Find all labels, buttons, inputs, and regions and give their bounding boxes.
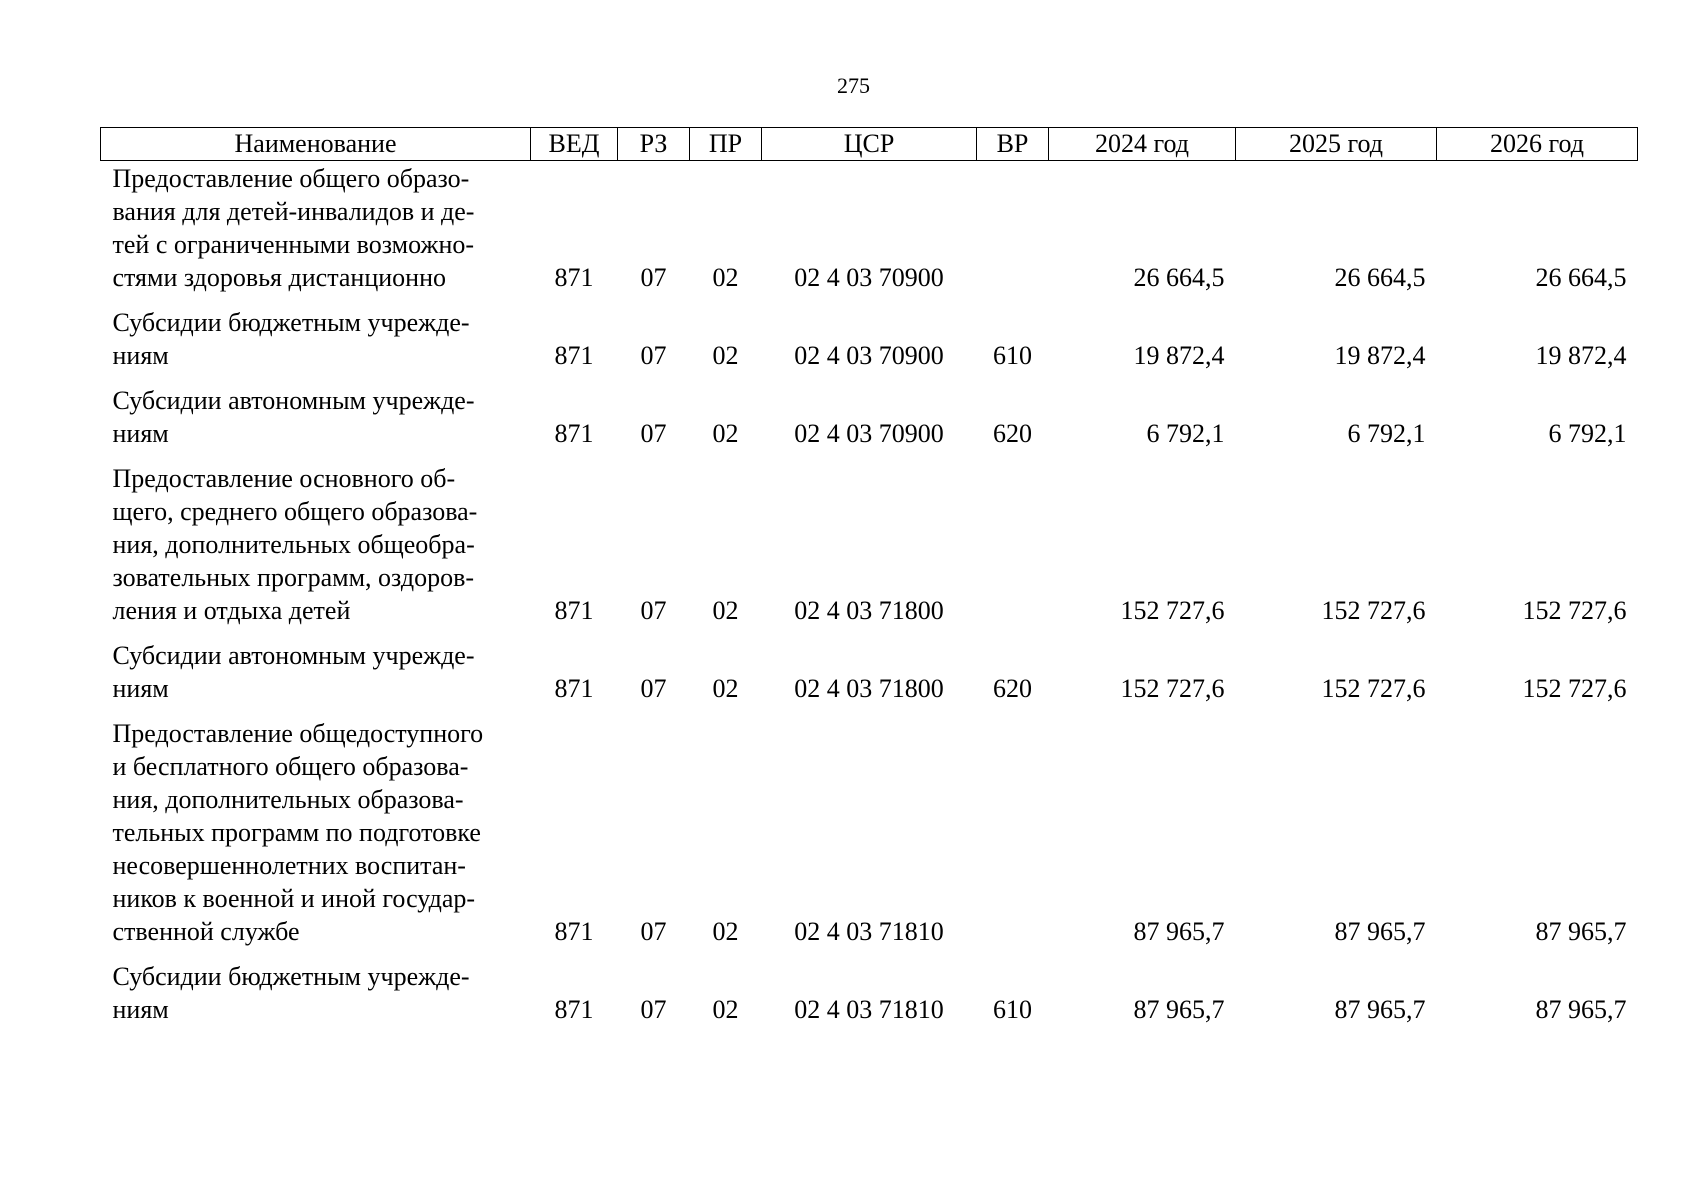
cell-csr: 02 4 03 71810 bbox=[794, 917, 944, 946]
header-csr: ЦСР bbox=[762, 128, 977, 161]
name-line: ниям bbox=[112, 995, 169, 1024]
cell-rz: 07 bbox=[640, 263, 667, 292]
cell-ved: 871 bbox=[554, 674, 594, 703]
name-line: ниям bbox=[112, 341, 169, 370]
name-line: Субсидии автономным учрежде- bbox=[112, 641, 475, 670]
header-2024: 2024 год bbox=[1049, 128, 1236, 161]
cell-ved: 871 bbox=[554, 419, 594, 448]
cell-vr: 620 bbox=[993, 674, 1032, 703]
cell-vr: 620 bbox=[993, 419, 1032, 448]
cell-2025: 152 727,6 bbox=[1321, 674, 1426, 703]
cell-2025: 19 872,4 bbox=[1334, 341, 1426, 370]
name-line: ления и отдыха детей bbox=[112, 596, 351, 625]
cell-csr: 02 4 03 71800 bbox=[794, 674, 944, 703]
cell-name bbox=[101, 948, 531, 1026]
name-line: ников к военной и иной государ- bbox=[112, 884, 476, 913]
name-line: ственной службе bbox=[112, 917, 300, 946]
cell-ved: 871 bbox=[554, 917, 594, 946]
cell-2025: 87 965,7 bbox=[1334, 995, 1426, 1024]
table-header bbox=[101, 128, 1638, 161]
name-line: Предоставление общедоступного bbox=[112, 719, 484, 748]
header-rz: РЗ bbox=[618, 128, 690, 161]
cell-2025: 26 664,5 bbox=[1334, 263, 1426, 292]
header-vr: ВР bbox=[977, 128, 1049, 161]
cell-2025: 6 792,1 bbox=[1347, 419, 1426, 448]
header-ved: ВЕД bbox=[531, 128, 618, 161]
table-row bbox=[101, 294, 1638, 372]
name-line: и бесплатного общего образова- bbox=[112, 752, 469, 781]
cell-2024: 87 965,7 bbox=[1133, 995, 1225, 1024]
cell-rz: 07 bbox=[640, 419, 667, 448]
cell-2024: 19 872,4 bbox=[1133, 341, 1225, 370]
cell-2025: 87 965,7 bbox=[1334, 917, 1426, 946]
header-2026: 2026 год bbox=[1437, 128, 1638, 161]
cell-2026: 87 965,7 bbox=[1535, 917, 1627, 946]
name-line: Субсидии автономным учрежде- bbox=[112, 386, 475, 415]
cell-vr bbox=[977, 161, 1049, 295]
cell-rz: 07 bbox=[640, 674, 667, 703]
cell-name bbox=[101, 450, 531, 627]
name-line: тей с ограниченными возможно- bbox=[112, 230, 475, 259]
cell-name bbox=[101, 294, 531, 372]
name-line: ния, дополнительных общеобра- bbox=[112, 530, 475, 559]
cell-2024: 152 727,6 bbox=[1120, 596, 1225, 625]
header-row bbox=[101, 128, 1638, 161]
cell-pr: 02 bbox=[712, 596, 739, 625]
cell-pr: 02 bbox=[712, 341, 739, 370]
cell-name bbox=[101, 161, 531, 295]
name-line: Предоставление общего образо- bbox=[112, 164, 470, 193]
cell-pr: 02 bbox=[712, 419, 739, 448]
table-row bbox=[101, 948, 1638, 1026]
cell-rz: 07 bbox=[640, 341, 667, 370]
table-row bbox=[101, 372, 1638, 450]
table-row bbox=[101, 450, 1638, 627]
cell-2026: 26 664,5 bbox=[1535, 263, 1627, 292]
table-row bbox=[101, 705, 1638, 948]
cell-rz: 07 bbox=[640, 917, 667, 946]
cell-rz: 07 bbox=[640, 995, 667, 1024]
table-body bbox=[101, 161, 1638, 1027]
cell-ved: 871 bbox=[554, 596, 594, 625]
cell-2024: 26 664,5 bbox=[1133, 263, 1225, 292]
cell-2026: 19 872,4 bbox=[1535, 341, 1627, 370]
name-line: несовершеннолетних воспитан- bbox=[112, 851, 466, 880]
cell-csr: 02 4 03 70900 bbox=[794, 341, 944, 370]
cell-ved: 871 bbox=[554, 263, 594, 292]
cell-2026: 87 965,7 bbox=[1535, 995, 1627, 1024]
cell-ved: 871 bbox=[554, 995, 594, 1024]
header-name: Наименование bbox=[101, 128, 531, 161]
header-2025: 2025 год bbox=[1236, 128, 1437, 161]
cell-2026: 152 727,6 bbox=[1522, 596, 1627, 625]
name-line: Субсидии бюджетным учрежде- bbox=[112, 962, 470, 991]
name-line: ниям bbox=[112, 674, 169, 703]
cell-ved: 871 bbox=[554, 341, 594, 370]
table-row bbox=[101, 627, 1638, 705]
cell-2024: 152 727,6 bbox=[1120, 674, 1225, 703]
name-line: щего, среднего общего образова- bbox=[112, 497, 478, 526]
name-line: тельных программ по подготовке bbox=[112, 818, 481, 847]
cell-vr: 610 bbox=[993, 995, 1032, 1024]
name-line: ния, дополнительных образова- bbox=[112, 785, 464, 814]
name-line: вания для детей-инвалидов и де- bbox=[112, 197, 475, 226]
cell-2026: 6 792,1 bbox=[1548, 419, 1627, 448]
cell-rz: 07 bbox=[640, 596, 667, 625]
budget-table bbox=[100, 127, 1638, 1026]
cell-vr bbox=[977, 705, 1049, 948]
page-number: 275 bbox=[837, 73, 870, 98]
cell-2026: 152 727,6 bbox=[1522, 674, 1627, 703]
cell-name bbox=[101, 705, 531, 948]
name-line: Предоставление основного об- bbox=[112, 464, 456, 493]
cell-csr: 02 4 03 70900 bbox=[794, 263, 944, 292]
cell-pr: 02 bbox=[712, 674, 739, 703]
cell-csr: 02 4 03 70900 bbox=[794, 419, 944, 448]
cell-2025: 152 727,6 bbox=[1321, 596, 1426, 625]
header-pr: ПР bbox=[690, 128, 762, 161]
name-line: ниям bbox=[112, 419, 169, 448]
cell-name bbox=[101, 372, 531, 450]
table-row bbox=[101, 161, 1638, 295]
cell-csr: 02 4 03 71800 bbox=[794, 596, 944, 625]
cell-csr: 02 4 03 71810 bbox=[794, 995, 944, 1024]
name-line: стями здоровья дистанционно bbox=[112, 263, 446, 292]
cell-pr: 02 bbox=[712, 263, 739, 292]
cell-pr: 02 bbox=[712, 995, 739, 1024]
cell-vr bbox=[977, 450, 1049, 627]
cell-name bbox=[101, 627, 531, 705]
name-line: зовательных программ, оздоров- bbox=[112, 563, 475, 592]
name-line: Субсидии бюджетным учрежде- bbox=[112, 308, 470, 337]
cell-vr: 610 bbox=[993, 341, 1032, 370]
cell-2024: 6 792,1 bbox=[1146, 419, 1225, 448]
cell-2024: 87 965,7 bbox=[1133, 917, 1225, 946]
cell-pr: 02 bbox=[712, 917, 739, 946]
